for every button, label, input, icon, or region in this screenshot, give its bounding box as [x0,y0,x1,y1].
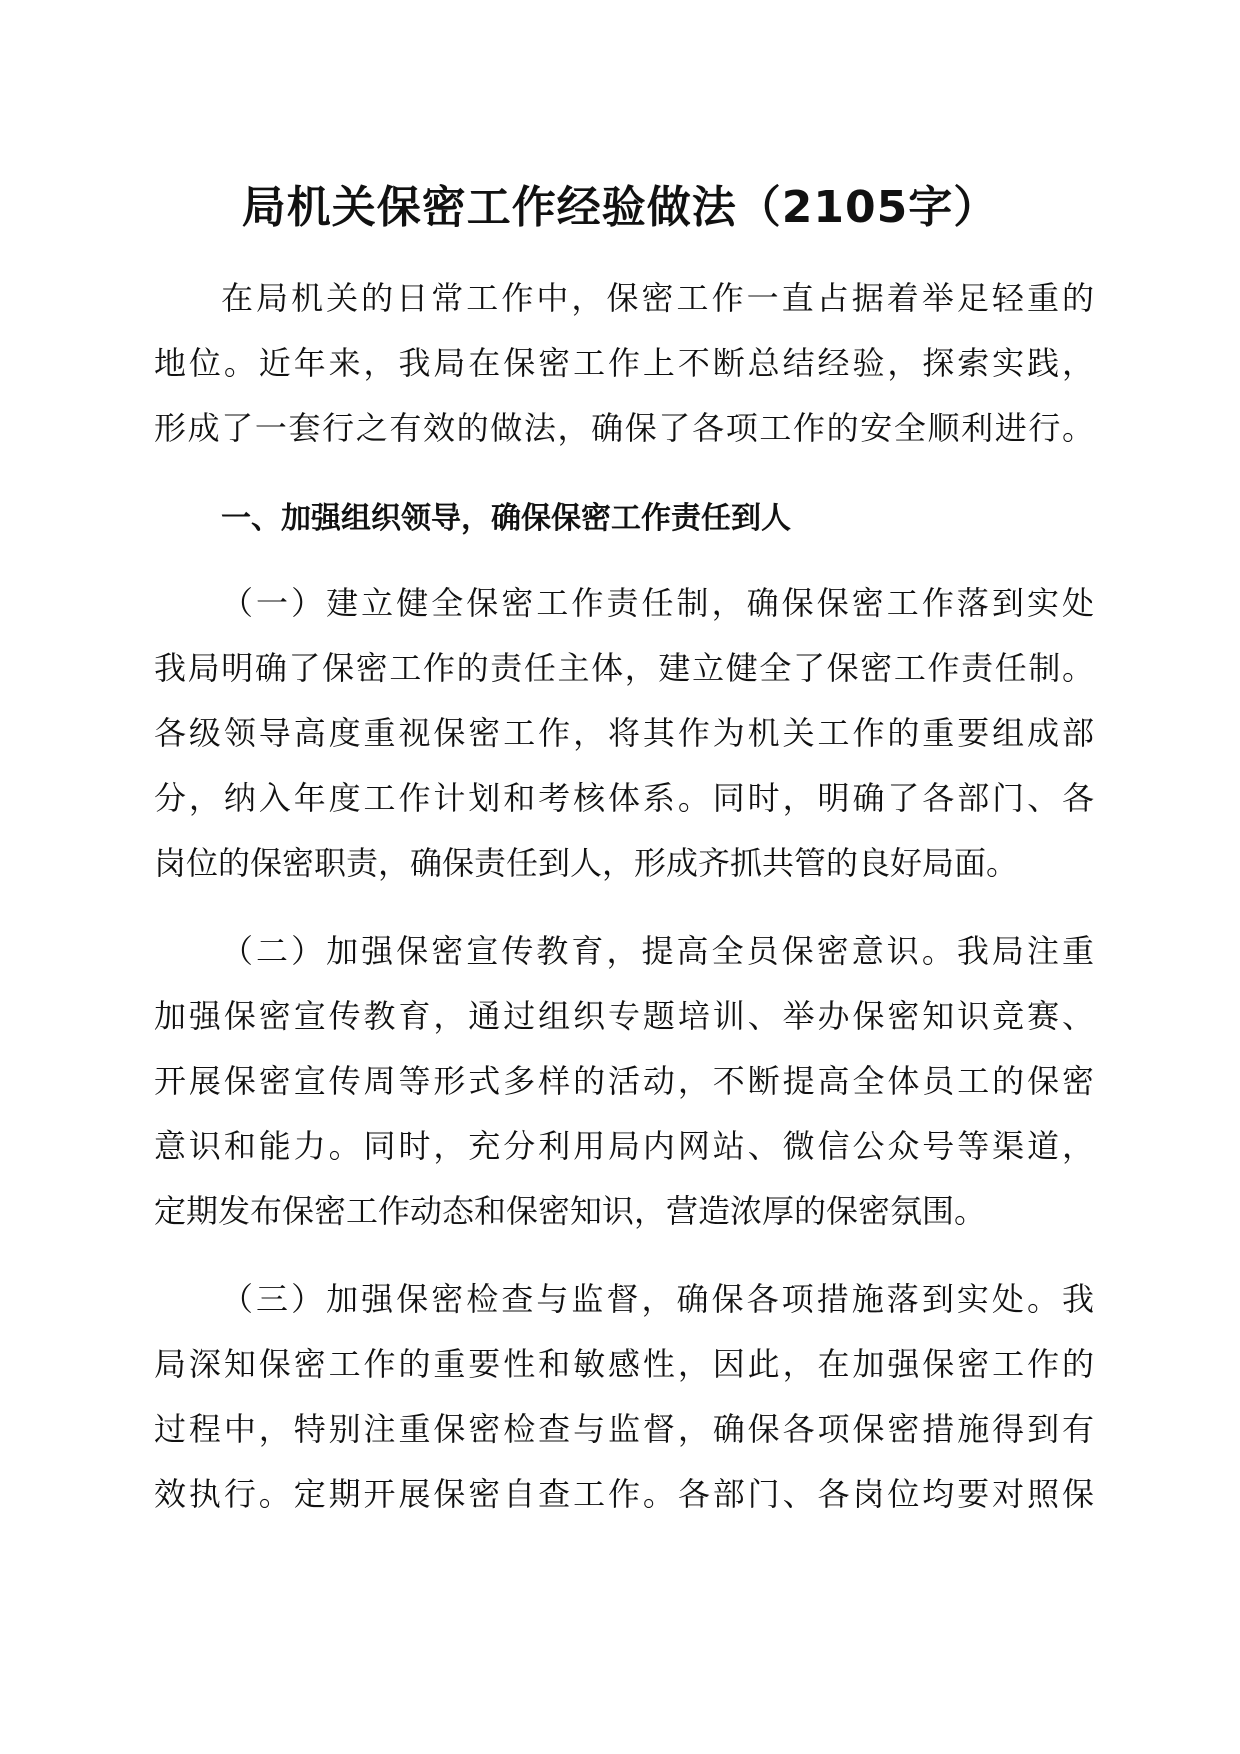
intro-line: 地位。近年来，我局在保密工作上不断总结经验，探索实践， [154,344,1094,382]
sub1-line: 岗位的保密职责，确保责任到人，形成齐抓共管的良好局面。 [154,844,1019,882]
sub2-line: 加强保密宣传教育，通过组织专题培训、举办保密知识竞赛、 [154,997,1094,1035]
intro-line: 在局机关的日常工作中，保密工作一直占据着举足轻重的 [221,279,1094,317]
sub1-line: 分，纳入年度工作计划和考核体系。同时，明确了各部门、各 [154,779,1094,817]
sub1-line: （一）建立健全保密工作责任制，确保保密工作落到实处 [221,584,1094,622]
sub3-line: 过程中，特别注重保密检查与监督，确保各项保密措施得到有 [154,1410,1094,1448]
sub3-line: 局深知保密工作的重要性和敏感性，因此，在加强保密工作的 [154,1345,1094,1383]
section-heading: 一、加强组织领导，确保保密工作责任到人 [221,501,791,536]
sub1-line: 各级领导高度重视保密工作，将其作为机关工作的重要组成部 [154,714,1094,752]
sub1-line: 我局明确了保密工作的责任主体，建立健全了保密工作责任制。 [154,649,1094,687]
sub3-line: （三）加强保密检查与监督，确保各项措施落到实处。我 [221,1280,1094,1318]
sub2-line: 意识和能力。同时，充分利用局内网站、微信公众号等渠道， [154,1127,1094,1165]
sub2-line: 开展保密宣传周等形式多样的活动，不断提高全体员工的保密 [154,1062,1094,1100]
sub2-line: （二）加强保密宣传教育，提高全员保密意识。我局注重 [221,932,1094,970]
document-title: 局机关保密工作经验做法（2105字） [241,182,999,233]
intro-line: 形成了一套行之有效的做法，确保了各项工作的安全顺利进行。 [154,409,1094,447]
sub2-line: 定期发布保密工作动态和保密知识，营造浓厚的保密氛围。 [154,1192,987,1230]
sub3-line: 效执行。定期开展保密自查工作。各部门、各岗位均要对照保 [154,1475,1094,1513]
